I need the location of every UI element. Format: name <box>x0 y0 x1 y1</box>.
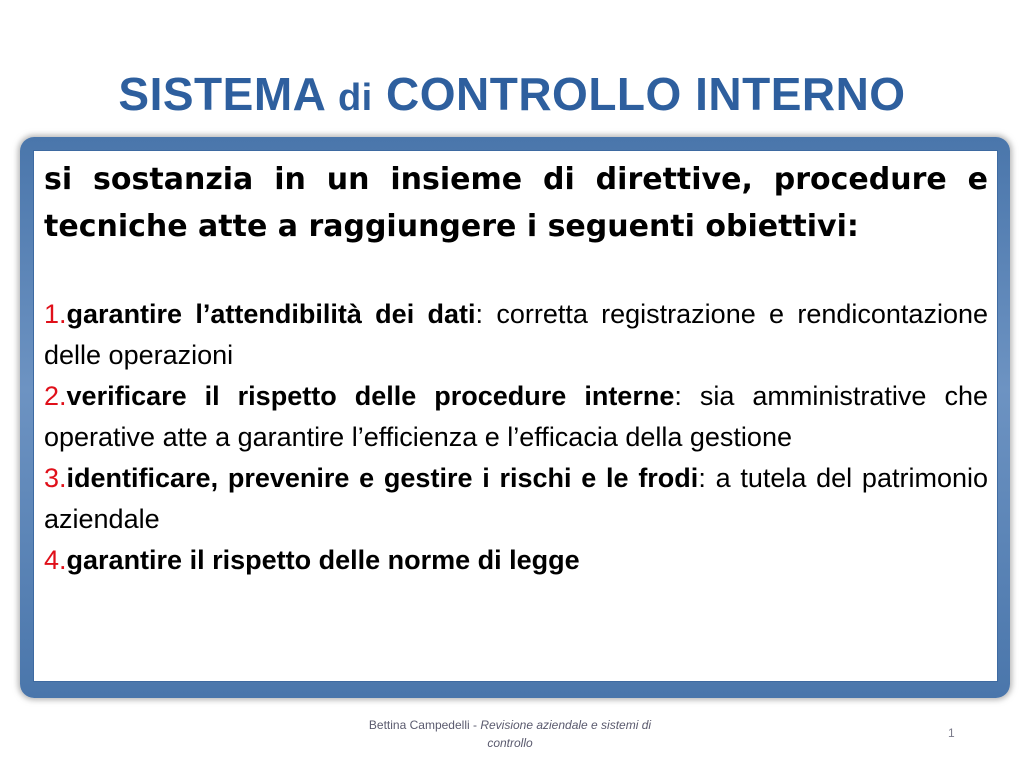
item-key: garantire il rispetto delle norme di legge <box>66 545 580 575</box>
item-number: 3. <box>44 463 67 493</box>
list-item <box>44 458 988 540</box>
page-number: 1 <box>948 726 955 740</box>
item-key: garantire l’attendibilità dei dati <box>66 299 476 329</box>
item-text: : sia amministrative che operative atte a garantire l’efficienza e l’efficacia della gestione <box>44 381 989 452</box>
item-number: 2. <box>44 381 67 411</box>
intro-paragraph: si sostanzia in un insieme di direttive, procedure e tecniche atte a raggiungere i seguenti obiettivi: <box>44 162 988 244</box>
slide-title <box>0 66 1024 126</box>
slide-title-part1: SISTEMA <box>118 68 338 120</box>
slide-title-part2: di <box>337 77 373 119</box>
item-number: 1. <box>44 299 67 329</box>
item-number: 4. <box>44 545 67 575</box>
footer-author: Bettina Campedelli - <box>368 718 481 732</box>
item-text: : a tutela del patrimonio aziendale <box>44 463 988 534</box>
footer-course: Revisione aziendale e sistemi di controllo <box>480 718 652 750</box>
footer-credit <box>360 716 660 752</box>
item-key: verificare il rispetto delle procedure interne <box>66 381 675 411</box>
list-item <box>44 376 988 458</box>
content-text <box>44 156 988 581</box>
item-key: identificare, prevenire e gestire i rischi e le frodi <box>66 463 699 493</box>
item-text: : corretta registrazione e rendicontazione delle operazioni <box>44 299 988 370</box>
slide-title-part3: CONTROLLO INTERNO <box>372 68 906 120</box>
list-item <box>44 540 988 581</box>
list-item <box>44 294 988 376</box>
objectives-list <box>44 294 988 581</box>
